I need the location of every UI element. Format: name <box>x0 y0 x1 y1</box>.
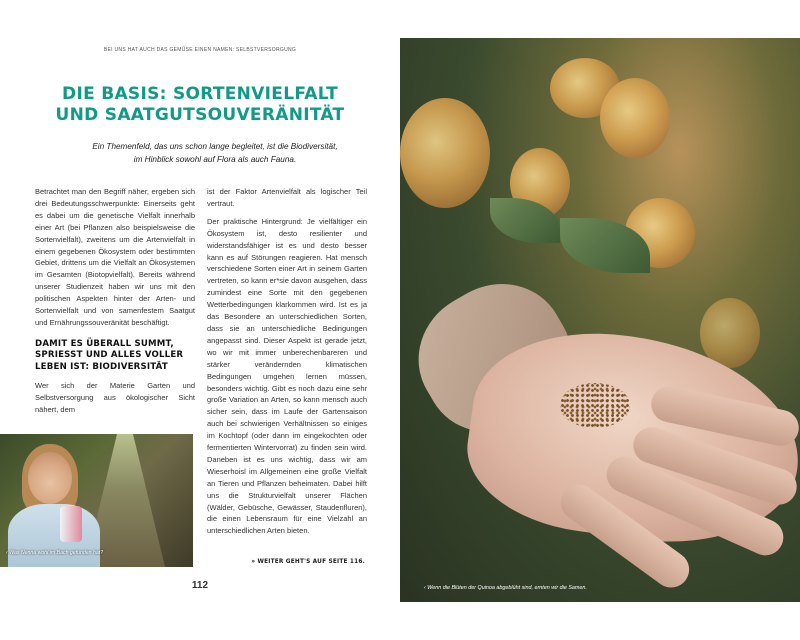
girl-face <box>28 452 72 504</box>
photo-caption-small: ‹ Was Nenna wohl im Bach gefunden hat? <box>6 550 104 556</box>
glass-jar <box>60 506 82 542</box>
girl-shirt <box>8 504 100 567</box>
quinoa-bloom <box>400 98 490 208</box>
right-paragraph-2: Der praktische Hintergrund: Je vielfältiger ein Ökosystem ist, desto resilienter und widerstandsfähiger ist es und desto besser kann es auf Störungen reagieren. Hat mensch verschiedene Sorten einer Art in seinem Garten vertreten, so kann er*sie davon ausgehen, dass zumindest eine Sorte mit den gegebenen Wetterbedingungen klarkommen wird. Ist es ja das Besondere an unterschiedlichen Sorten, dass sie an unterschiedliche Bedingungen angepasst sind. Dieser Aspekt ist gerade jetzt, wo wir mit immer unberechenbareren und stärker verändernden klimatischen Bedingungen umgehen lernen müssen, besonders wichtig. Gibt es noch dazu eine sehr große Variation an Arten, so kann mensch auch sicher sein, dass im Laufe der Gartensaison auch bei schwierigen Verhältnissen so einiges im Kochtopf (oder dann im eingekochten oder fermentierten Wintervorrat) zu finden sein wird. Daneben ist es uns wichtig, dass wir am Wieserhoisl im Allgemeinen eine große Vielfalt an Tieren und Pflanzen beheimaten. Dabei hilft uns die Strukturvielfalt unserer Flächen (Wälder, Gebüsche, Gewässer, Staudenfluren), die einen Lebensraum für eine Vielzahl an unterschiedlichen Arten bieten. <box>207 216 367 536</box>
left-column <box>35 186 195 422</box>
running-head: BEI UNS HAT AUCH DAS GEMÜSE EINEN NAMEN: SELBSTVERSORGUNG <box>103 47 297 53</box>
quinoa-seeds <box>560 383 630 428</box>
continued-link: » WEITER GEHT'S AUF SEITE 116. <box>251 559 365 565</box>
intro-text: Ein Themenfeld, das uns schon lange begleitet, ist die Biodiversität, im Hinblick sowohl auf Flora als auch Fauna. <box>92 142 338 164</box>
right-paragraph-1: ist der Faktor Artenvielfalt als logischer Teil vertraut. <box>207 187 367 208</box>
title-line-1: DIE BASIS: SORTENVIELFALT <box>62 84 338 104</box>
right-column <box>207 186 367 543</box>
photo-hand-with-quinoa-seeds <box>400 38 800 602</box>
title-line-2: UND SAATGUTSOUVERÄNITÄT <box>55 105 345 125</box>
quinoa-bloom <box>600 78 670 158</box>
left-paragraph-2: Wer sich der Materie Garten und Selbstversorgung aus ökologischer Sicht nähert, dem <box>35 381 195 415</box>
page-title <box>40 84 360 126</box>
page-number: 112 <box>191 580 209 591</box>
left-paragraph-1: Betrachtet man den Begriff näher, ergeben sich drei Bedeutungsschwerpunkte: Einerseits geht es dabei um die genetische Vielfalt innerhalb einer Art (bei Pflanzen also beispielsweise die Sortenvielfalt), zweitens um die Artenvielfalt in einem gegebenen Ökosystem oder bestimmten Gebiet, drittens um die Vielfalt an Ökosystemen im Gesamten (Biotopvielfalt). Bereits während unserer Studienzeit haben wir uns mit den politischen Aspekten hinter der Arten- und Sortenvielfalt und von samenfestem Saatgut und Ernährungssouveränität beschäftigt. <box>35 187 195 327</box>
photo-girl-at-stream <box>0 434 193 567</box>
photo-caption-large: ‹ Wenn die Blüten der Quinoa abgeblüht sind, ernten wir die Samen. <box>424 585 587 591</box>
section-subhead: DAMIT ES ÜBERALL SUMMT, SPRIESST UND ALLES VOLLER LEBEN IST: BIODIVERSITÄT <box>35 338 184 372</box>
